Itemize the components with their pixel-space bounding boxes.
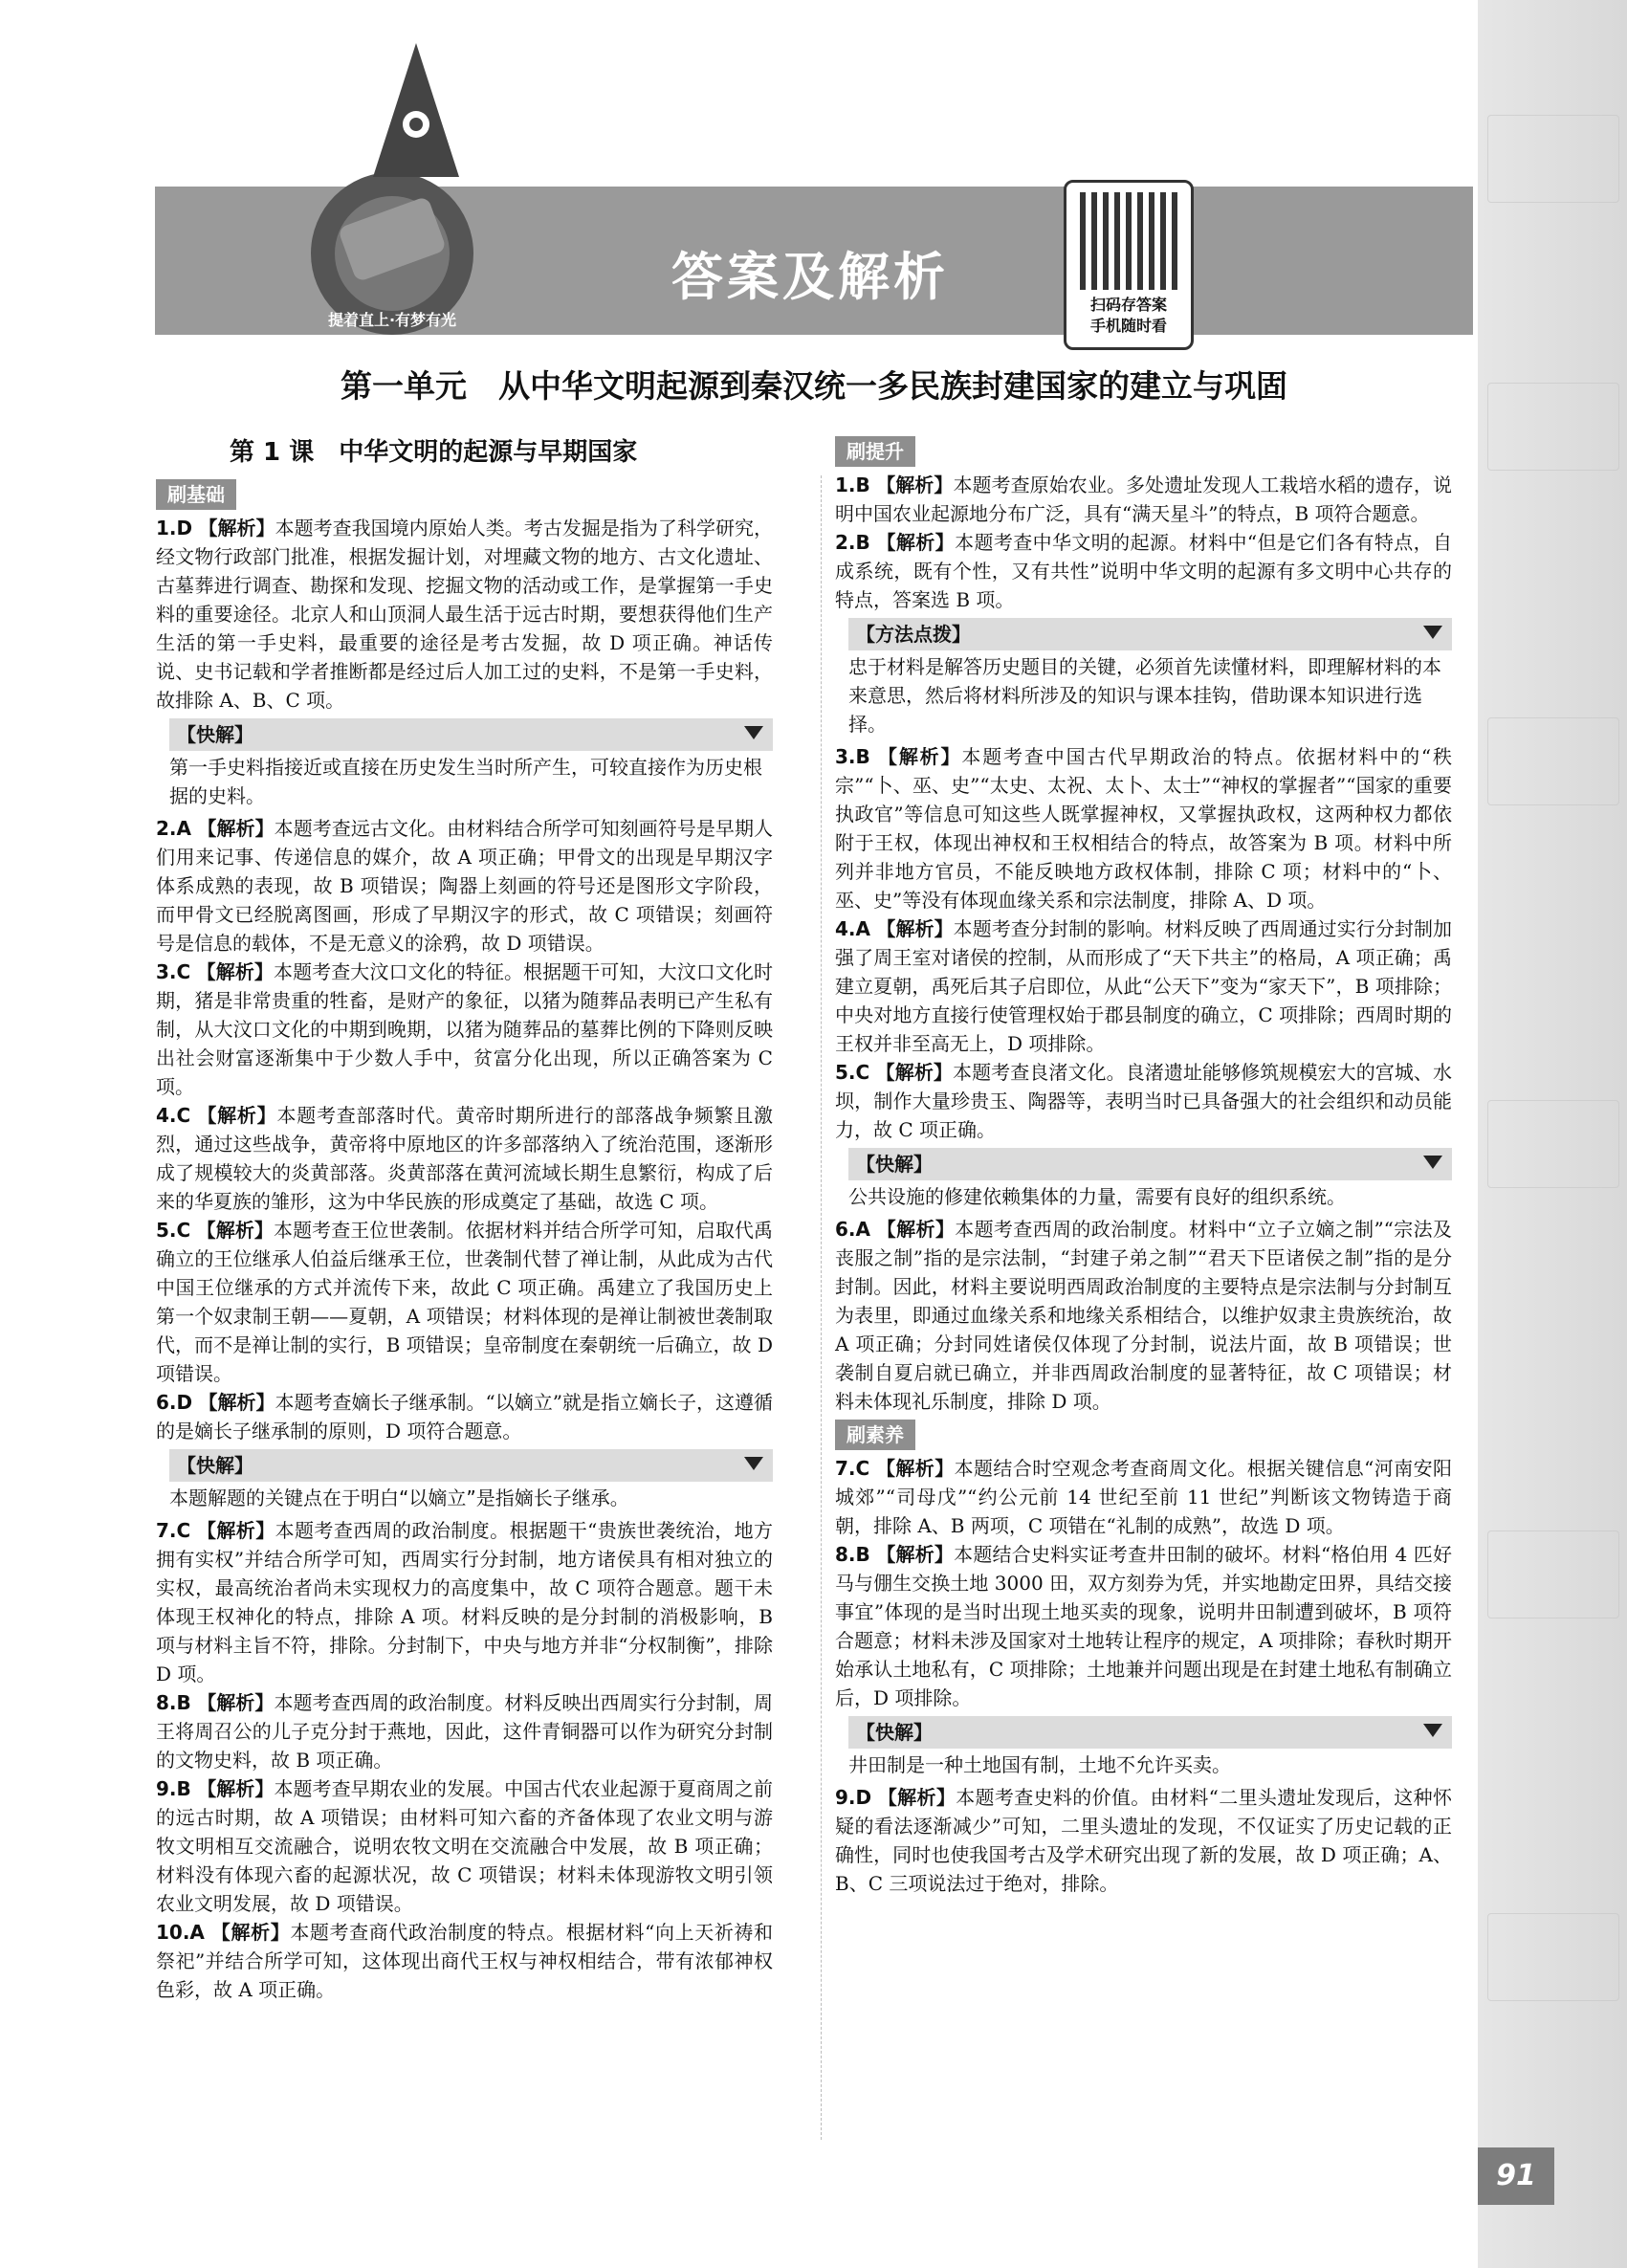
answer-item xyxy=(156,1388,773,1445)
answer-number: 4.A xyxy=(835,917,870,940)
answer-item xyxy=(156,1216,773,1388)
tip-box-text: 公共设施的修建依赖集体的力量，需要有良好的组织系统。 xyxy=(848,1185,1346,1208)
analysis-tag: 【解析】 xyxy=(876,473,954,496)
left-column xyxy=(156,475,773,2004)
sidebar-decor xyxy=(1487,1100,1619,1188)
analysis-tag: 【解析】 xyxy=(198,517,275,539)
answer-number: 3.B xyxy=(835,745,870,768)
analysis-tag: 【解析】 xyxy=(876,1543,955,1566)
answer-item xyxy=(835,1058,1452,1144)
answer-number: 1.B xyxy=(835,473,870,496)
answer-item xyxy=(835,1783,1452,1898)
sidebar-decor xyxy=(1487,383,1619,471)
analysis-tag: 【解析】 xyxy=(196,1219,274,1242)
triangle-down-icon xyxy=(744,726,763,739)
analysis-tag: 【解析】 xyxy=(875,1061,953,1084)
answer-explanation: 本题考查嫡长子继承制。“以嫡立”就是指立嫡长子，这遵循的是嫡长子继承制的原则，D 项符合题意。 xyxy=(156,1391,774,1442)
analysis-tag: 【解析】 xyxy=(877,745,962,768)
answer-number: 9.B xyxy=(156,1777,191,1800)
answer-item xyxy=(156,958,773,1101)
triangle-down-icon xyxy=(1423,626,1442,639)
page-number: 91 xyxy=(1478,2147,1554,2205)
right-column xyxy=(835,432,1452,1898)
analysis-tag: 【解析】 xyxy=(876,531,956,554)
tip-box-header xyxy=(848,618,1452,650)
answer-explanation: 本题考查良渚文化。良渚遗址能够修筑规模宏大的宫城、水坝，制作大量珍贵玉、陶器等，表明当时已具备强大的社会组织和动员能力，故 C 项正确。 xyxy=(835,1061,1453,1141)
sidebar-decor xyxy=(1487,717,1619,805)
answer-item xyxy=(835,471,1452,528)
section-label-basic: 刷基础 xyxy=(156,479,236,510)
answer-item xyxy=(835,914,1452,1058)
answer-explanation: 本题考查中国古代早期政治的特点。依据材料中的“秩宗”“卜、巫、史”“太史、太祝、太卜、太士”“神权的掌握者”“国家的重要执政官”等信息可知这些人既掌握神权，又掌握执政权，这两种权力都依附于王权，体现出神权和王权相结合的特点，故答案为 B 项。材料中所列并非地方官员，不能反映地方政权体制，排除 C 项；材料中的“卜、巫、史”等没有体现血缘关系和宗法制度，排除 A、D 项。 xyxy=(835,745,1453,912)
answer-number: 4.C xyxy=(156,1104,191,1127)
answer-item xyxy=(835,1540,1452,1712)
answer-item xyxy=(156,1516,773,1688)
answer-number: 6.D xyxy=(156,1391,193,1414)
rocket-logo-icon xyxy=(306,33,507,340)
analysis-tag: 【解析】 xyxy=(877,1786,956,1809)
answer-item xyxy=(835,1215,1452,1416)
analysis-tag: 【解析】 xyxy=(197,1104,277,1127)
triangle-down-icon xyxy=(744,1457,763,1470)
answer-list-left xyxy=(156,514,773,2004)
answer-list-improve xyxy=(835,471,1452,1416)
logo-slogan: 提着直上·有梦有光 xyxy=(327,311,457,329)
answer-number: 7.C xyxy=(835,1457,870,1480)
answer-number: 2.A xyxy=(156,817,191,840)
column-divider xyxy=(821,475,822,2140)
qr-code-icon[interactable] xyxy=(1080,192,1177,290)
answer-item xyxy=(156,1688,773,1774)
answer-number: 9.D xyxy=(835,1786,872,1809)
answer-item xyxy=(156,1774,773,1918)
answer-item xyxy=(835,1454,1452,1540)
answer-explanation: 本题考查中华文明的起源。材料中“但是它们各有特点，自成系统，既有个性，又有共性”说明中华文明的起源有多文明中心共存的特点，答案选 B 项。 xyxy=(835,531,1453,611)
analysis-tag: 【解析】 xyxy=(876,1218,956,1241)
answer-number: 8.B xyxy=(835,1543,870,1566)
answer-list-literacy xyxy=(835,1454,1452,1898)
analysis-tag: 【解析】 xyxy=(198,1391,275,1414)
answer-explanation: 本题考查商代政治制度的特点。根据材料“向上天祈祷和祭祀”并结合所学可知，这体现出商代王权与神权相结合，带有浓郁神权色彩，故 A 项正确。 xyxy=(156,1921,774,2001)
answer-item xyxy=(835,528,1452,614)
answer-explanation: 本题考查原始农业。多处遗址发现人工栽培水稻的遗存，说明中国农业起源地分布广泛，具有“满天星斗”的特点，B 项符合题意。 xyxy=(835,473,1452,525)
answer-number: 5.C xyxy=(835,1061,870,1084)
answer-explanation: 本题考查远古文化。由材料结合所学可知刻画符号是早期人们用来记事、传递信息的媒介，故 A 项正确；甲骨文的出现是早期汉字体系成熟的表现，故 B 项错误；陶器上刻画的符号还是图形文字阶段，而甲骨文已经脱离图画，形成了早期汉字的形式，故 C 项错误；刻画符号是信息的载体，不是无意义的涂鸦，故 D 项错误。 xyxy=(156,817,774,955)
triangle-down-icon xyxy=(1423,1156,1442,1169)
answer-number: 2.B xyxy=(835,531,870,554)
analysis-tag: 【解析】 xyxy=(876,917,954,940)
answer-item xyxy=(156,514,773,715)
page-sidebar-decoration xyxy=(1478,0,1627,2268)
answer-explanation: 本题考查分封制的影响。材料反映了西周通过实行分封制加强了周王室对诸侯的控制，从而形成了“天下共主”的格局，A 项正确；禹建立夏朝，禹死后其子启即位，从此“公天下”变为“家天下”，B 项排除；中央对地方直接行使管理权始于郡县制度的确立，C 项排除；西周时期的王权并非至高无上，D 项排除。 xyxy=(835,917,1453,1055)
answer-item xyxy=(156,1101,773,1216)
answer-number: 3.C xyxy=(156,960,191,983)
triangle-down-icon xyxy=(1423,1724,1442,1737)
tip-box-text: 井田制是一种土地国有制，土地不允许买卖。 xyxy=(848,1753,1231,1776)
analysis-tag: 【解析】 xyxy=(197,1777,275,1800)
qr-caption-line2: 手机随时看 xyxy=(1089,317,1167,335)
answer-explanation: 本题考查早期农业的发展。中国古代农业起源于夏商周之前的远古时期，故 A 项错误；由材料可知六畜的齐备体现了农业文明与游牧文明相互交流融合，说明农牧文明在交流融合中发展，故 B 项正确；材料没有体现六畜的起源状况，故 C 项错误；材料未体现游牧文明引领农业文明发展，故 D 项错误。 xyxy=(156,1777,773,1915)
section-label-improve: 刷提升 xyxy=(835,436,915,467)
answer-explanation: 本题考查大汶口文化的特征。根据题干可知，大汶口文化时期，猪是非常贵重的牲畜，是财产的象征，以猪为随葬品表明已产生私有制，从大汶口文化的中期到晚期，以猪为随葬品的墓葬比例的下降则反映出社会财富逐渐集中于少数人手中，贫富分化出现，所以正确答案为 C 项。 xyxy=(156,960,774,1098)
tip-box-label: 【快解】 xyxy=(177,1454,253,1477)
answer-explanation: 本题结合史料实证考查井田制的破坏。材料“格伯用 4 匹好马与倗生交换土地 3000 田，双方刻券为凭，并实地勘定田界，具结交接事宜”体现的是当时出现土地买卖的现象，说明井田制遭到破坏，B 项符合题意；材料未涉及国家对土地转让程序的规定，A 项排除；春秋时期开始承认土地私有，C 项排除；土地兼并问题出现是在封建土地私有制确立后，D 项排除。 xyxy=(835,1543,1453,1709)
answer-explanation: 本题考查西周的政治制度。材料反映出西周实行分封制，周王将周召公的儿子克分封于燕地，因此，这件青铜器可以作为研究分封制的文物史料，故 B 项正确。 xyxy=(156,1691,773,1772)
tip-box-label: 【快解】 xyxy=(177,723,253,746)
tip-box-label: 【快解】 xyxy=(856,1721,933,1744)
answer-number: 1.D xyxy=(156,517,193,539)
analysis-tag: 【解析】 xyxy=(197,817,275,840)
analysis-tag: 【解析】 xyxy=(210,1921,291,1944)
tip-box-label: 【方法点拨】 xyxy=(856,623,971,646)
qr-code-box[interactable] xyxy=(1064,180,1194,350)
answer-explanation: 本题结合时空观念考查商周文化。根据关键信息“河南安阳城郊”“司母戊”“约公元前 14 世纪至前 11 世纪”判断该文物铸造于商朝，排除 A、B 两项，C 项错在“礼制的成熟”，故选 D 项。 xyxy=(835,1457,1453,1537)
qr-caption-line1: 扫码存答案 xyxy=(1089,296,1167,314)
tip-box-header xyxy=(169,1449,773,1482)
sidebar-decor xyxy=(1487,115,1619,203)
banner-title: 答案及解析 xyxy=(671,247,949,307)
answer-explanation: 本题考查王位世袭制。依据材料并结合所学可知，启取代禹确立的王位继承人伯益后继承王位，世袭制代替了禅让制，从此成为古代中国王位继承的方式并流传下来，故此 C 项正确。禹建立了我国历史上第一个奴隶制王朝——夏朝，A 项错误；材料体现的是禅让制被世袭制取代，而不是禅让制的实行，B 项错误；皇帝制度在秦朝统一后确立，故 D 项错误。 xyxy=(156,1219,774,1385)
answer-number: 5.C xyxy=(156,1219,191,1242)
tip-box-text: 忠于材料是解答历史题目的关键，必须首先读懂材料，即理解材料的本来意思，然后将材料所涉及的知识与课本挂钩，借助课本知识进行选择。 xyxy=(848,655,1441,736)
answer-explanation: 本题考查我国境内原始人类。考古发掘是指为了科学研究，经文物行政部门批准，根据发掘计划，对埋藏文物的地方、古文化遗址、古墓葬进行调查、勘探和发现、挖掘文物的活动或工作，是掌握第一手史料的重要途径。北京人和山顶洞人最生活于远古时期，要想获得他们生产生活的第一手史料，最重要的途径是考古发掘，故 D 项正确。神话传说、史书记载和学者推断都是经过后人加工过的史料，不是第一手史料，故排除 A、B、C 项。 xyxy=(156,517,774,712)
analysis-tag: 【解析】 xyxy=(196,960,274,983)
answer-number: 10.A xyxy=(156,1921,205,1944)
answer-number: 6.A xyxy=(835,1218,870,1241)
analysis-tag: 【解析】 xyxy=(875,1457,955,1480)
answer-explanation: 本题考查西周的政治制度。材料中“立子立嫡之制”“宗法及丧服之制”指的是宗法制，“封建子弟之制”“君天下臣诸侯之制”指的是分封制。因此，材料主要说明西周政治制度的主要特点是宗法制与分封制互为表里，即通过血缘关系和地缘关系相结合，以维护奴隶主贵族统治，故 A 项正确；分封同姓诸侯仅体现了分封制，说法片面，故 B 项错误；世袭制自夏启就已确立，并非西周政治制度的显著特征，故 C 项错误；材料未体现礼乐制度，排除 D 项。 xyxy=(835,1218,1453,1413)
answer-explanation: 本题考查部落时代。黄帝时期所进行的部落战争频繁且激烈，通过这些战争，黄帝将中原地区的许多部落纳入了统治范围，逐渐形成了规模较大的炎黄部落。炎黄部落在黄河流域长期生息繁衍，构成了后来的华夏族的雏形，这为中华民族的形成奠定了基础，故选 C 项。 xyxy=(156,1104,774,1213)
sidebar-decor xyxy=(1487,1913,1619,2001)
tip-box-header xyxy=(848,1148,1452,1180)
tip-box-text: 第一手史料指接近或直接在历史发生当时所产生，可较直接作为历史根据的史料。 xyxy=(169,756,762,807)
answer-explanation: 本题考查西周的政治制度。根据题干“贵族世袭统治，地方拥有实权”并结合所学可知，西周实行分封制，地方诸侯具有相对独立的实权，最高统治者尚未实现权力的高度集中，故 C 项符合题意。题干未体现王权神化的特点，排除 A 项。材料反映的是分封制的消极影响，B 项与材料主旨不符，排除。分封制下，中央与地方并非“分权制衡”，排除 D 项。 xyxy=(156,1519,774,1685)
analysis-tag: 【解析】 xyxy=(196,1519,275,1542)
lesson-title: 第 1 课 中华文明的起源与早期国家 xyxy=(230,438,638,467)
analysis-tag: 【解析】 xyxy=(197,1691,275,1714)
answer-item xyxy=(835,742,1452,914)
sidebar-decor xyxy=(1487,1530,1619,1618)
answer-explanation: 本题考查史料的价值。由材料“二里头遗址发现后，这种怀疑的看法逐渐减少”可知，二里头遗址的发现，不仅证实了历史记载的正确性，同时也使我国考古及学术研究出现了新的发展，故 D 项正确；A、B、C 三项说法过于绝对，排除。 xyxy=(835,1786,1452,1895)
tip-box-label: 【快解】 xyxy=(856,1153,933,1176)
answer-item xyxy=(156,814,773,958)
tip-box-header xyxy=(169,718,773,751)
answer-number: 7.C xyxy=(156,1519,191,1542)
tip-box-header xyxy=(848,1716,1452,1749)
answer-item xyxy=(156,1918,773,2004)
tip-box-text: 本题解题的关键点在于明白“以嫡立”是指嫡长子继承。 xyxy=(169,1486,629,1509)
section-label-literacy: 刷素养 xyxy=(835,1420,915,1450)
answer-number: 8.B xyxy=(156,1691,191,1714)
unit-title: 第一单元 从中华文明起源到秦汉统一多民族封建国家的建立与巩固 xyxy=(341,367,1287,405)
